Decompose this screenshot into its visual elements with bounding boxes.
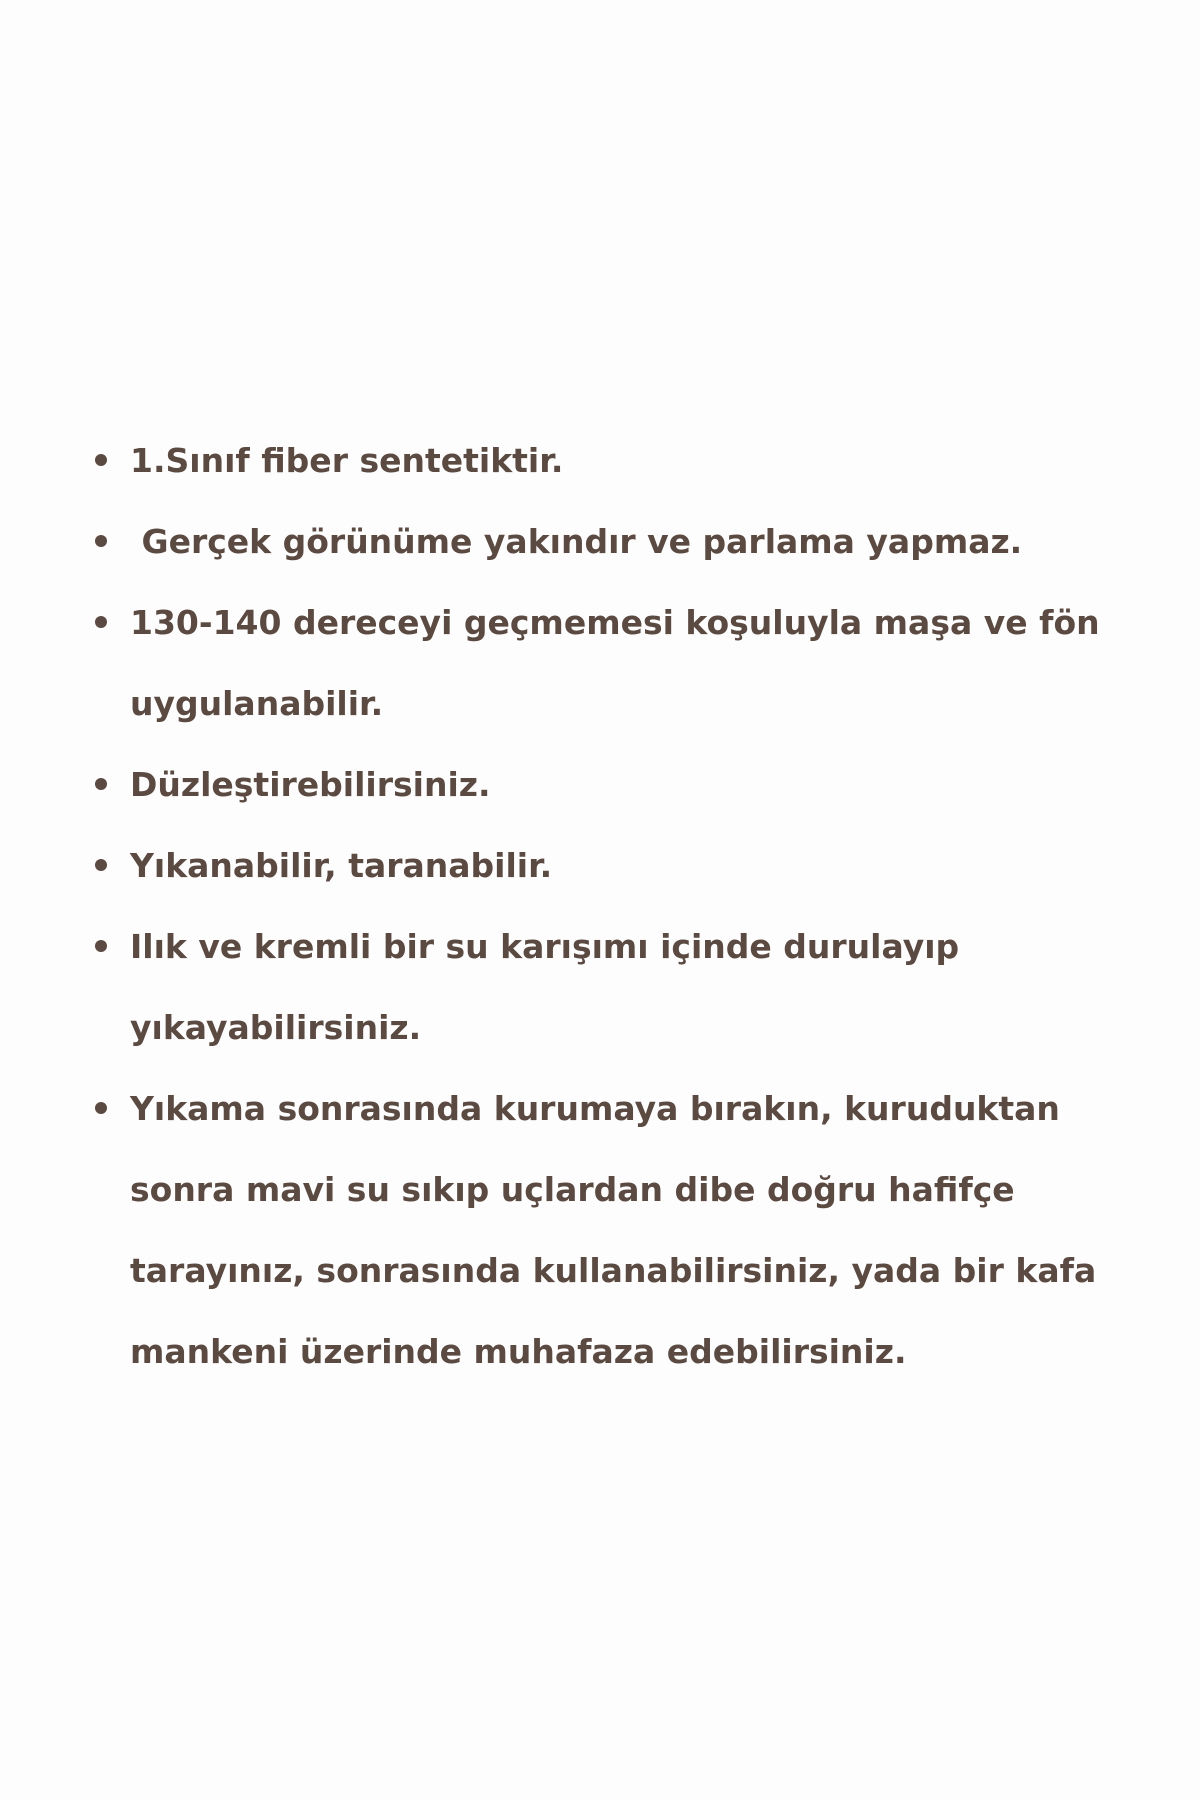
bullet-dot-icon <box>95 1102 107 1114</box>
bullet-dot-icon <box>95 778 107 790</box>
feature-text-3: 130-140 dereceyi geçmemesi koşuluyla maşa ve fön uygulanabilir. <box>130 603 1112 723</box>
feature-item-2 <box>95 501 1135 582</box>
bullet-dot-icon <box>95 859 107 871</box>
bullet-dot-icon <box>95 454 107 466</box>
feature-text-6: Ilık ve kremli bir su karışımı içinde durulayıp yıkayabilirsiniz. <box>130 927 971 1047</box>
feature-item-4 <box>95 744 1135 825</box>
bullet-dot-icon <box>95 940 107 952</box>
feature-list <box>95 420 1135 1392</box>
feature-text-4: Düzleştirebilirsiniz. <box>130 765 491 804</box>
bullet-dot-icon <box>95 616 107 628</box>
feature-item-3 <box>95 582 1135 744</box>
bullet-dot-icon <box>95 535 107 547</box>
feature-text-7: Yıkama sonrasında kurumaya bırakın, kuruduktan sonra mavi su sıkıp uçlardan dibe doğru hafifçe tarayınız, sonrasında kullanabilirsiniz, yada bir kafa mankeni üzerinde muhafaza edebilirsiniz. <box>130 1089 1108 1371</box>
feature-text-1: 1.Sınıf fiber sentetiktir. <box>130 441 564 480</box>
feature-text-2: Gerçek görünüme yakındır ve parlama yapmaz. <box>130 522 1023 561</box>
feature-item-6 <box>95 906 1135 1068</box>
feature-item-5 <box>95 825 1135 906</box>
feature-item-7 <box>95 1068 1135 1392</box>
feature-text-5: Yıkanabilir, taranabilir. <box>130 846 553 885</box>
feature-item-1 <box>95 420 1135 501</box>
